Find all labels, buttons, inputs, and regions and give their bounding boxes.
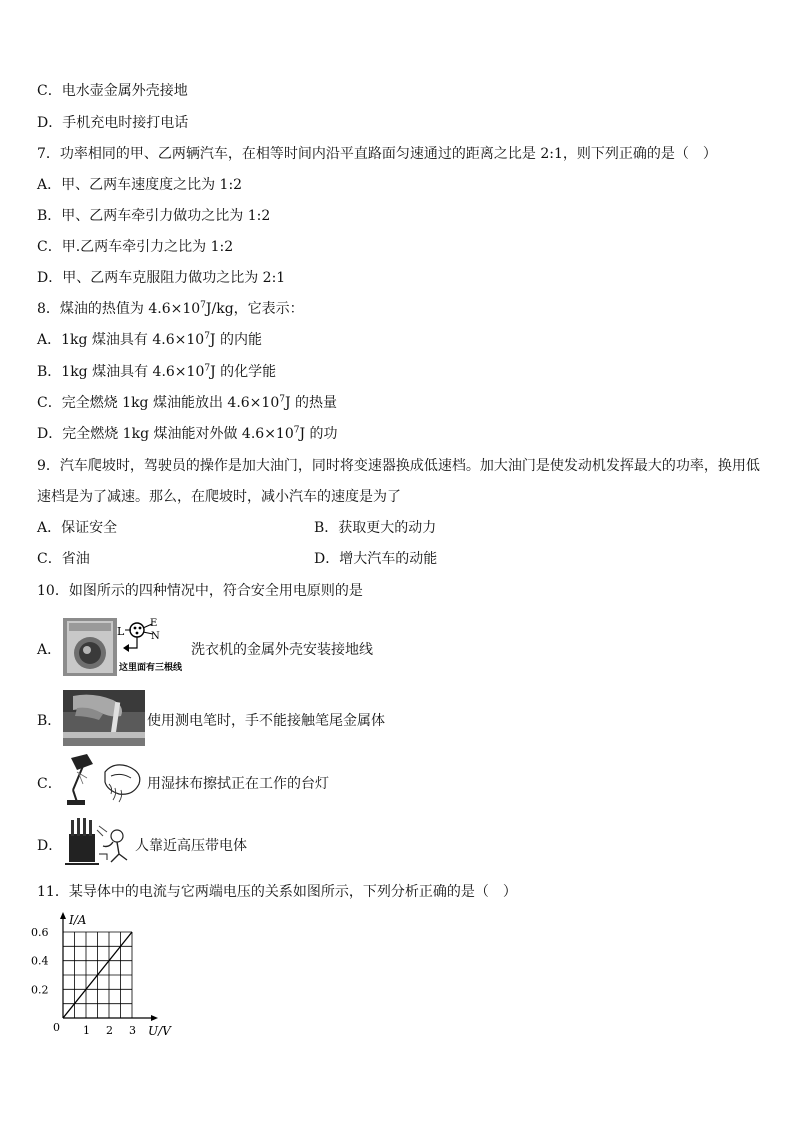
y-tick-label: 0.6: [31, 926, 49, 939]
q9-option-a: A．保证安全: [37, 520, 118, 536]
washing-machine-image: [63, 618, 189, 680]
x-tick-label: 0: [53, 1021, 60, 1034]
current-voltage-chart: [30, 912, 180, 1042]
q10-option-c-caption: 用湿抹布擦拭正在工作的台灯: [147, 776, 329, 792]
option-letter: C．: [37, 776, 62, 792]
q9-stem-line2: 速档是为了减速。那么，在爬坡时，减小汽车的速度是为了: [37, 489, 401, 505]
x-tick-label: 3: [129, 1024, 136, 1037]
q7-option-a: A．甲、乙两车速度度之比为 1:2: [37, 177, 243, 193]
x-axis-arrow: [151, 1015, 158, 1021]
q10-option-a-caption: 洗衣机的金属外壳安装接地线: [191, 642, 373, 658]
option-letter: A．: [37, 642, 62, 658]
y-axis-label: I/A: [69, 913, 87, 927]
q9-option-d: D．增大汽车的动能: [314, 551, 438, 567]
q8-stem: 8．煤油的热值为 $4.6\times 10^7J/kg$，它表示：: [37, 300, 304, 317]
q7-stem: 7．功率相同的甲、乙两辆汽车，在相等时间内沿平直路面匀速通过的距离之比是 2:1，则下列正确的是（ ）: [37, 146, 717, 162]
q9-stem-line1: 9．汽车爬坡时，驾驶员的操作是加大油门，同时将变速器换成低速档。加大油门是使发动机发挥最大的功率，换用低: [37, 458, 760, 474]
q8-option-d: D．完全燃烧 1kg 煤油能对外做 $4.6\times 10^7J$ 的功: [37, 425, 338, 442]
high-voltage-image: [63, 816, 133, 874]
q10-option-d-caption: 人靠近高压带电体: [135, 838, 247, 854]
x-axis-label: U/V: [148, 1024, 171, 1038]
q10-option-b-caption: 使用测电笔时，手不能接触笔尾金属体: [147, 713, 385, 729]
q9-option-c: C．省油: [37, 551, 90, 567]
q11-stem: 11．某导体中的电流与它两端电压的关系如图所示，下列分析正确的是（ ）: [37, 884, 517, 900]
y-axis-arrow: [60, 912, 66, 919]
label-l: L: [117, 625, 125, 638]
q6-option-c: C．电水壶金属外壳接地: [37, 83, 188, 99]
q7-option-b: B．甲、乙两车牵引力做功之比为 1:2: [37, 208, 271, 224]
q10-option-b: [37, 692, 385, 748]
label-e: E: [150, 618, 158, 629]
q10-option-c: [37, 756, 329, 810]
y-tick-label: 0.2: [31, 983, 49, 997]
q10-option-d: [37, 818, 247, 872]
option-letter: D．: [37, 838, 63, 854]
q7-option-d: D．甲、乙两车克服阻力做功之比为 2:1: [37, 270, 286, 286]
q8-option-a: A．1kg 煤油具有 $4.6\times 10^7J$ 的内能: [37, 331, 262, 348]
test-pen-image: [63, 690, 145, 750]
q10-option-a: [37, 620, 373, 678]
x-tick-label: 1: [83, 1024, 90, 1037]
q10-stem: 10．如图所示的四种情况中，符合安全用电原则的是: [37, 583, 363, 599]
y-tick-label: 0.4: [31, 954, 49, 968]
x-tick-label: 2: [106, 1024, 113, 1037]
q8-option-b: B．1kg 煤油具有 $4.6\times 10^7J$ 的化学能: [37, 363, 277, 380]
q6-option-d: D．手机充电时接打电话: [37, 115, 189, 131]
desk-lamp-image: [63, 754, 145, 812]
q9-option-b: B．获取更大的动力: [314, 520, 437, 536]
q7-option-c: C．甲.乙两车牵引力之比为 1:2: [37, 239, 234, 255]
three-wire-note: 这里面有三根线: [119, 663, 183, 673]
option-letter: B．: [37, 713, 62, 729]
label-n: N: [151, 631, 160, 642]
q8-option-c: C．完全燃烧 1kg 煤油能放出 $4.6\times 10^7J$ 的热量: [37, 394, 338, 411]
